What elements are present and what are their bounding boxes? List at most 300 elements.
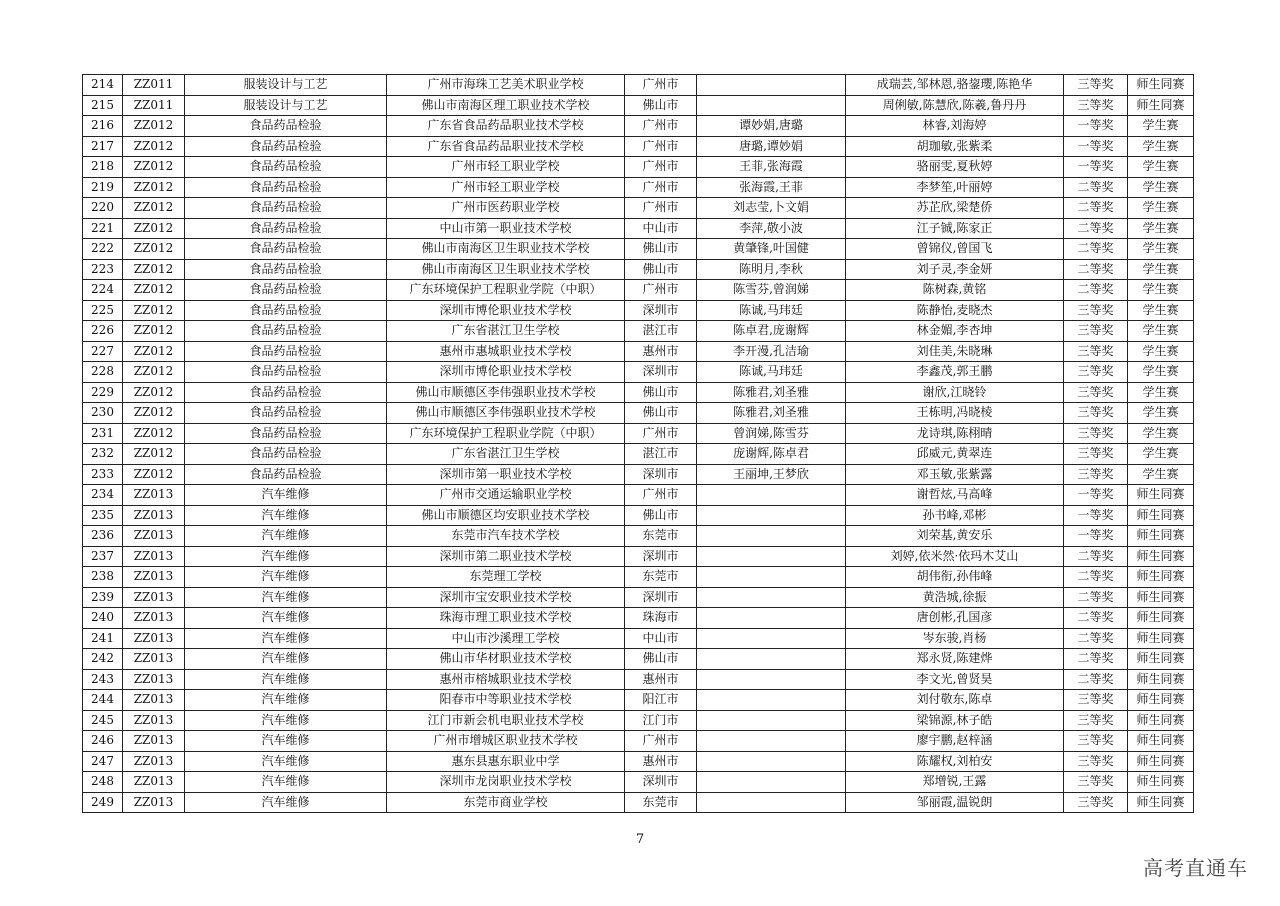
competition-code-cell: ZZ013: [123, 690, 185, 711]
award-level-cell: 三等奖: [1064, 690, 1128, 711]
competition-name-cell: 汽车维修: [185, 792, 387, 813]
award-level-cell: 三等奖: [1064, 382, 1128, 403]
competition-code-cell: ZZ013: [123, 546, 185, 567]
award-level-cell: 二等奖: [1064, 239, 1128, 260]
award-level-cell: 三等奖: [1064, 751, 1128, 772]
competition-name-cell: 食品药品检验: [185, 341, 387, 362]
city-cell: 深圳市: [625, 546, 697, 567]
competition-code-cell: ZZ013: [123, 587, 185, 608]
award-level-cell: 三等奖: [1064, 464, 1128, 485]
table-row: [83, 546, 1194, 567]
table-row: [83, 608, 1194, 629]
table-row: [83, 218, 1194, 239]
row-number-cell: 221: [83, 218, 123, 239]
competition-name-cell: 汽车维修: [185, 608, 387, 629]
competition-name-cell: 汽车维修: [185, 710, 387, 731]
teacher-names-cell: 王菲,张海霞: [697, 157, 846, 178]
competition-name-cell: 汽车维修: [185, 505, 387, 526]
teacher-names-cell: [697, 751, 846, 772]
table-row: [83, 505, 1194, 526]
award-level-cell: 三等奖: [1064, 444, 1128, 465]
school-name-cell: 广州市海珠工艺美术职业学校: [387, 75, 625, 96]
student-names-cell: 林金媚,李杏坤: [846, 321, 1064, 342]
competition-code-cell: ZZ012: [123, 198, 185, 219]
competition-name-cell: 食品药品检验: [185, 423, 387, 444]
row-number-cell: 249: [83, 792, 123, 813]
table-row: [83, 567, 1194, 588]
teacher-names-cell: 陈卓君,庞谢辉: [697, 321, 846, 342]
row-number-cell: 247: [83, 751, 123, 772]
teacher-names-cell: [697, 731, 846, 752]
award-level-cell: 三等奖: [1064, 300, 1128, 321]
competition-type-cell: 学生赛: [1128, 198, 1194, 219]
teacher-names-cell: [697, 587, 846, 608]
table-row: [83, 136, 1194, 157]
teacher-names-cell: [697, 649, 846, 670]
award-level-cell: 三等奖: [1064, 362, 1128, 383]
school-name-cell: 广州市医药职业学校: [387, 198, 625, 219]
student-names-cell: 谢哲炫,马高峰: [846, 485, 1064, 506]
row-number-cell: 226: [83, 321, 123, 342]
city-cell: 惠州市: [625, 669, 697, 690]
table-row: [83, 157, 1194, 178]
student-names-cell: 龙诗琪,陈栩晴: [846, 423, 1064, 444]
school-name-cell: 佛山市顺德区李伟强职业技术学校: [387, 403, 625, 424]
row-number-cell: 238: [83, 567, 123, 588]
competition-code-cell: ZZ012: [123, 300, 185, 321]
competition-code-cell: ZZ012: [123, 136, 185, 157]
competition-name-cell: 汽车维修: [185, 485, 387, 506]
competition-type-cell: 师生同赛: [1128, 567, 1194, 588]
student-names-cell: 刘佳美,朱晓琳: [846, 341, 1064, 362]
student-names-cell: 陈耀权,刘柏安: [846, 751, 1064, 772]
student-names-cell: 孙书峰,邓彬: [846, 505, 1064, 526]
student-names-cell: 陈静怡,麦晓杰: [846, 300, 1064, 321]
student-names-cell: 邹丽霞,温锐朗: [846, 792, 1064, 813]
student-names-cell: 周俐敏,陈慧欣,陈羲,鲁丹丹: [846, 95, 1064, 116]
school-name-cell: 佛山市顺德区均安职业技术学校: [387, 505, 625, 526]
award-level-cell: 一等奖: [1064, 116, 1128, 137]
row-number-cell: 224: [83, 280, 123, 301]
city-cell: 深圳市: [625, 464, 697, 485]
competition-name-cell: 食品药品检验: [185, 116, 387, 137]
competition-type-cell: 学生赛: [1128, 403, 1194, 424]
school-name-cell: 佛山市南海区卫生职业技术学校: [387, 259, 625, 280]
competition-type-cell: 学生赛: [1128, 444, 1194, 465]
student-names-cell: 曾锦仪,曾国飞: [846, 239, 1064, 260]
competition-type-cell: 学生赛: [1128, 362, 1194, 383]
row-number-cell: 228: [83, 362, 123, 383]
teacher-names-cell: [697, 95, 846, 116]
school-name-cell: 东莞市汽车技术学校: [387, 526, 625, 547]
table-row: [83, 259, 1194, 280]
teacher-names-cell: 庞谢辉,陈卓君: [697, 444, 846, 465]
city-cell: 深圳市: [625, 362, 697, 383]
table-row: [83, 321, 1194, 342]
award-level-cell: 一等奖: [1064, 526, 1128, 547]
city-cell: 佛山市: [625, 95, 697, 116]
teacher-names-cell: 陈雅君,刘圣雅: [697, 382, 846, 403]
row-number-cell: 235: [83, 505, 123, 526]
teacher-names-cell: [697, 772, 846, 793]
teacher-names-cell: 陈雅君,刘圣雅: [697, 403, 846, 424]
teacher-names-cell: 唐璐,谭妙娟: [697, 136, 846, 157]
competition-name-cell: 汽车维修: [185, 690, 387, 711]
competition-type-cell: 师生同赛: [1128, 546, 1194, 567]
competition-code-cell: ZZ013: [123, 608, 185, 629]
school-name-cell: 深圳市第二职业技术学校: [387, 546, 625, 567]
table-row: [83, 751, 1194, 772]
row-number-cell: 239: [83, 587, 123, 608]
city-cell: 佛山市: [625, 239, 697, 260]
school-name-cell: 江门市新会机电职业技术学校: [387, 710, 625, 731]
student-names-cell: 成瑞芸,邹林恩,骆鋆瓔,陈艳华: [846, 75, 1064, 96]
competition-code-cell: ZZ012: [123, 403, 185, 424]
teacher-names-cell: 陈诚,马玮廷: [697, 300, 846, 321]
competition-code-cell: ZZ013: [123, 485, 185, 506]
table-row: [83, 731, 1194, 752]
school-name-cell: 广东环境保护工程职业学院（中职）: [387, 280, 625, 301]
competition-type-cell: 师生同赛: [1128, 731, 1194, 752]
competition-name-cell: 汽车维修: [185, 649, 387, 670]
student-names-cell: 王栋明,冯晓棱: [846, 403, 1064, 424]
competition-type-cell: 学生赛: [1128, 239, 1194, 260]
competition-name-cell: 汽车维修: [185, 772, 387, 793]
table-row: [83, 382, 1194, 403]
award-level-cell: 三等奖: [1064, 75, 1128, 96]
school-name-cell: 东莞市商业学校: [387, 792, 625, 813]
competition-name-cell: 食品药品检验: [185, 177, 387, 198]
competition-code-cell: ZZ012: [123, 218, 185, 239]
row-number-cell: 219: [83, 177, 123, 198]
table-row: [83, 444, 1194, 465]
school-name-cell: 广东省食品药品职业技术学校: [387, 116, 625, 137]
competition-type-cell: 学生赛: [1128, 116, 1194, 137]
city-cell: 佛山市: [625, 505, 697, 526]
competition-type-cell: 学生赛: [1128, 177, 1194, 198]
row-number-cell: 232: [83, 444, 123, 465]
competition-name-cell: 汽车维修: [185, 731, 387, 752]
student-names-cell: 江子铖,陈家正: [846, 218, 1064, 239]
student-names-cell: 陈树森,黄铭: [846, 280, 1064, 301]
row-number-cell: 216: [83, 116, 123, 137]
award-level-cell: 三等奖: [1064, 772, 1128, 793]
competition-type-cell: 师生同赛: [1128, 587, 1194, 608]
award-level-cell: 二等奖: [1064, 259, 1128, 280]
city-cell: 湛江市: [625, 444, 697, 465]
competition-name-cell: 食品药品检验: [185, 362, 387, 383]
competition-code-cell: ZZ012: [123, 341, 185, 362]
school-name-cell: 珠海市理工职业技术学校: [387, 608, 625, 629]
competition-name-cell: 食品药品检验: [185, 136, 387, 157]
student-names-cell: 胡珈敏,张紫柔: [846, 136, 1064, 157]
city-cell: 广州市: [625, 423, 697, 444]
city-cell: 广州市: [625, 731, 697, 752]
city-cell: 佛山市: [625, 403, 697, 424]
table-row: [83, 690, 1194, 711]
city-cell: 中山市: [625, 628, 697, 649]
school-name-cell: 中山市第一职业技术学校: [387, 218, 625, 239]
competition-type-cell: 学生赛: [1128, 157, 1194, 178]
table-row: [83, 116, 1194, 137]
teacher-names-cell: 陈雪芬,曾润娣: [697, 280, 846, 301]
competition-code-cell: ZZ012: [123, 444, 185, 465]
competition-type-cell: 师生同赛: [1128, 526, 1194, 547]
award-level-cell: 二等奖: [1064, 567, 1128, 588]
competition-name-cell: 汽车维修: [185, 751, 387, 772]
row-number-cell: 246: [83, 731, 123, 752]
table-row: [83, 362, 1194, 383]
competition-name-cell: 汽车维修: [185, 526, 387, 547]
competition-code-cell: ZZ012: [123, 362, 185, 383]
teacher-names-cell: [697, 567, 846, 588]
student-names-cell: 郑增锐,王露: [846, 772, 1064, 793]
city-cell: 惠州市: [625, 751, 697, 772]
student-names-cell: 郑永贤,陈建烨: [846, 649, 1064, 670]
row-number-cell: 217: [83, 136, 123, 157]
school-name-cell: 惠州市惠城职业技术学校: [387, 341, 625, 362]
city-cell: 广州市: [625, 136, 697, 157]
watermark-text: 高考直通车: [1143, 856, 1248, 880]
teacher-names-cell: [697, 628, 846, 649]
teacher-names-cell: 陈诚,马玮廷: [697, 362, 846, 383]
teacher-names-cell: 刘志莹,卜文娟: [697, 198, 846, 219]
competition-code-cell: ZZ012: [123, 259, 185, 280]
competition-type-cell: 师生同赛: [1128, 772, 1194, 793]
table-row: [83, 587, 1194, 608]
school-name-cell: 阳春市中等职业技术学校: [387, 690, 625, 711]
competition-code-cell: ZZ012: [123, 116, 185, 137]
awards-table: [82, 74, 1194, 813]
competition-type-cell: 师生同赛: [1128, 710, 1194, 731]
award-level-cell: 一等奖: [1064, 505, 1128, 526]
table-row: [83, 239, 1194, 260]
teacher-names-cell: 李开漫,孔洁瑜: [697, 341, 846, 362]
award-level-cell: 二等奖: [1064, 649, 1128, 670]
row-number-cell: 225: [83, 300, 123, 321]
row-number-cell: 234: [83, 485, 123, 506]
school-name-cell: 广东省食品药品职业技术学校: [387, 136, 625, 157]
table-row: [83, 792, 1194, 813]
award-level-cell: 一等奖: [1064, 157, 1128, 178]
table-row: [83, 95, 1194, 116]
awards-table-body: [83, 75, 1194, 813]
competition-code-cell: ZZ012: [123, 177, 185, 198]
city-cell: 江门市: [625, 710, 697, 731]
teacher-names-cell: 王丽坤,王梦欣: [697, 464, 846, 485]
award-level-cell: 二等奖: [1064, 587, 1128, 608]
teacher-names-cell: 张海霞,王菲: [697, 177, 846, 198]
city-cell: 东莞市: [625, 526, 697, 547]
teacher-names-cell: 曾润娣,陈雪芬: [697, 423, 846, 444]
city-cell: 广州市: [625, 485, 697, 506]
city-cell: 珠海市: [625, 608, 697, 629]
competition-type-cell: 学生赛: [1128, 300, 1194, 321]
row-number-cell: 229: [83, 382, 123, 403]
competition-code-cell: ZZ013: [123, 526, 185, 547]
competition-type-cell: 学生赛: [1128, 321, 1194, 342]
competition-code-cell: ZZ013: [123, 628, 185, 649]
competition-type-cell: 学生赛: [1128, 136, 1194, 157]
row-number-cell: 218: [83, 157, 123, 178]
student-names-cell: 黄浩城,徐振: [846, 587, 1064, 608]
row-number-cell: 231: [83, 423, 123, 444]
competition-name-cell: 汽车维修: [185, 587, 387, 608]
table-row: [83, 485, 1194, 506]
table-row: [83, 75, 1194, 96]
competition-name-cell: 食品药品检验: [185, 259, 387, 280]
row-number-cell: 241: [83, 628, 123, 649]
award-level-cell: 三等奖: [1064, 403, 1128, 424]
competition-name-cell: 汽车维修: [185, 546, 387, 567]
city-cell: 中山市: [625, 218, 697, 239]
competition-code-cell: ZZ013: [123, 567, 185, 588]
school-name-cell: 广州市交通运输职业学校: [387, 485, 625, 506]
row-number-cell: 242: [83, 649, 123, 670]
table-row: [83, 464, 1194, 485]
page-number: 7: [635, 832, 645, 847]
row-number-cell: 236: [83, 526, 123, 547]
student-names-cell: 李文光,曾贤昊: [846, 669, 1064, 690]
school-name-cell: 广东省湛江卫生学校: [387, 444, 625, 465]
competition-type-cell: 师生同赛: [1128, 751, 1194, 772]
award-level-cell: 二等奖: [1064, 280, 1128, 301]
table-row: [83, 403, 1194, 424]
competition-name-cell: 汽车维修: [185, 669, 387, 690]
city-cell: 惠州市: [625, 341, 697, 362]
competition-code-cell: ZZ013: [123, 731, 185, 752]
school-name-cell: 佛山市南海区理工职业技术学校: [387, 95, 625, 116]
competition-code-cell: ZZ012: [123, 423, 185, 444]
competition-code-cell: ZZ013: [123, 772, 185, 793]
competition-code-cell: ZZ013: [123, 751, 185, 772]
city-cell: 佛山市: [625, 382, 697, 403]
student-names-cell: 苏芷欣,梁楚侨: [846, 198, 1064, 219]
teacher-names-cell: 陈明月,李秋: [697, 259, 846, 280]
school-name-cell: 深圳市宝安职业技术学校: [387, 587, 625, 608]
school-name-cell: 深圳市第一职业技术学校: [387, 464, 625, 485]
competition-name-cell: 食品药品检验: [185, 464, 387, 485]
school-name-cell: 佛山市南海区卫生职业技术学校: [387, 239, 625, 260]
table-row: [83, 177, 1194, 198]
student-names-cell: 岑东骏,肖杨: [846, 628, 1064, 649]
competition-name-cell: 食品药品检验: [185, 403, 387, 424]
school-name-cell: 中山市沙溪理工学校: [387, 628, 625, 649]
city-cell: 广州市: [625, 157, 697, 178]
row-number-cell: 244: [83, 690, 123, 711]
city-cell: 深圳市: [625, 300, 697, 321]
competition-code-cell: ZZ012: [123, 157, 185, 178]
row-number-cell: 214: [83, 75, 123, 96]
teacher-names-cell: [697, 485, 846, 506]
competition-code-cell: ZZ012: [123, 239, 185, 260]
competition-type-cell: 师生同赛: [1128, 75, 1194, 96]
teacher-names-cell: [697, 710, 846, 731]
city-cell: 东莞市: [625, 792, 697, 813]
row-number-cell: 240: [83, 608, 123, 629]
table-row: [83, 772, 1194, 793]
competition-name-cell: 食品药品检验: [185, 280, 387, 301]
school-name-cell: 深圳市博伦职业技术学校: [387, 300, 625, 321]
city-cell: 广州市: [625, 198, 697, 219]
row-number-cell: 243: [83, 669, 123, 690]
school-name-cell: 惠东县惠东职业中学: [387, 751, 625, 772]
teacher-names-cell: [697, 526, 846, 547]
teacher-names-cell: [697, 505, 846, 526]
row-number-cell: 248: [83, 772, 123, 793]
award-level-cell: 一等奖: [1064, 136, 1128, 157]
teacher-names-cell: 李萍,敬小波: [697, 218, 846, 239]
school-name-cell: 深圳市龙岗职业技术学校: [387, 772, 625, 793]
teacher-names-cell: 谭妙娟,唐璐: [697, 116, 846, 137]
student-names-cell: 邱威元,黄翠连: [846, 444, 1064, 465]
city-cell: 佛山市: [625, 259, 697, 280]
row-number-cell: 227: [83, 341, 123, 362]
award-level-cell: 二等奖: [1064, 546, 1128, 567]
row-number-cell: 220: [83, 198, 123, 219]
award-level-cell: 一等奖: [1064, 485, 1128, 506]
city-cell: 广州市: [625, 177, 697, 198]
city-cell: 广州市: [625, 75, 697, 96]
row-number-cell: 223: [83, 259, 123, 280]
student-names-cell: 谢欣,江晓铃: [846, 382, 1064, 403]
competition-code-cell: ZZ012: [123, 464, 185, 485]
table-row: [83, 649, 1194, 670]
competition-type-cell: 师生同赛: [1128, 505, 1194, 526]
award-level-cell: 二等奖: [1064, 608, 1128, 629]
award-level-cell: 三等奖: [1064, 731, 1128, 752]
competition-name-cell: 食品药品检验: [185, 444, 387, 465]
competition-name-cell: 食品药品检验: [185, 239, 387, 260]
student-names-cell: 梁锦源,林子皓: [846, 710, 1064, 731]
competition-type-cell: 学生赛: [1128, 218, 1194, 239]
school-name-cell: 东莞理工学校: [387, 567, 625, 588]
city-cell: 阳江市: [625, 690, 697, 711]
award-level-cell: 二等奖: [1064, 198, 1128, 219]
teacher-names-cell: [697, 546, 846, 567]
table-row: [83, 280, 1194, 301]
student-names-cell: 刘子灵,李金妍: [846, 259, 1064, 280]
competition-name-cell: 食品药品检验: [185, 382, 387, 403]
school-name-cell: 佛山市顺德区李伟强职业技术学校: [387, 382, 625, 403]
competition-code-cell: ZZ013: [123, 792, 185, 813]
row-number-cell: 233: [83, 464, 123, 485]
award-level-cell: 三等奖: [1064, 710, 1128, 731]
teacher-names-cell: [697, 690, 846, 711]
competition-code-cell: ZZ012: [123, 321, 185, 342]
student-names-cell: 李梦笙,叶丽婷: [846, 177, 1064, 198]
competition-type-cell: 学生赛: [1128, 464, 1194, 485]
table-row: [83, 669, 1194, 690]
competition-type-cell: 师生同赛: [1128, 95, 1194, 116]
competition-code-cell: ZZ013: [123, 669, 185, 690]
teacher-names-cell: [697, 792, 846, 813]
competition-type-cell: 学生赛: [1128, 382, 1194, 403]
competition-code-cell: ZZ012: [123, 382, 185, 403]
school-name-cell: 惠州市榕城职业技术学校: [387, 669, 625, 690]
school-name-cell: 广州市轻工职业学校: [387, 157, 625, 178]
award-level-cell: 三等奖: [1064, 792, 1128, 813]
competition-type-cell: 师生同赛: [1128, 792, 1194, 813]
row-number-cell: 222: [83, 239, 123, 260]
competition-name-cell: 食品药品检验: [185, 198, 387, 219]
competition-type-cell: 学生赛: [1128, 280, 1194, 301]
city-cell: 佛山市: [625, 649, 697, 670]
row-number-cell: 237: [83, 546, 123, 567]
row-number-cell: 215: [83, 95, 123, 116]
school-name-cell: 广东省湛江卫生学校: [387, 321, 625, 342]
city-cell: 深圳市: [625, 772, 697, 793]
